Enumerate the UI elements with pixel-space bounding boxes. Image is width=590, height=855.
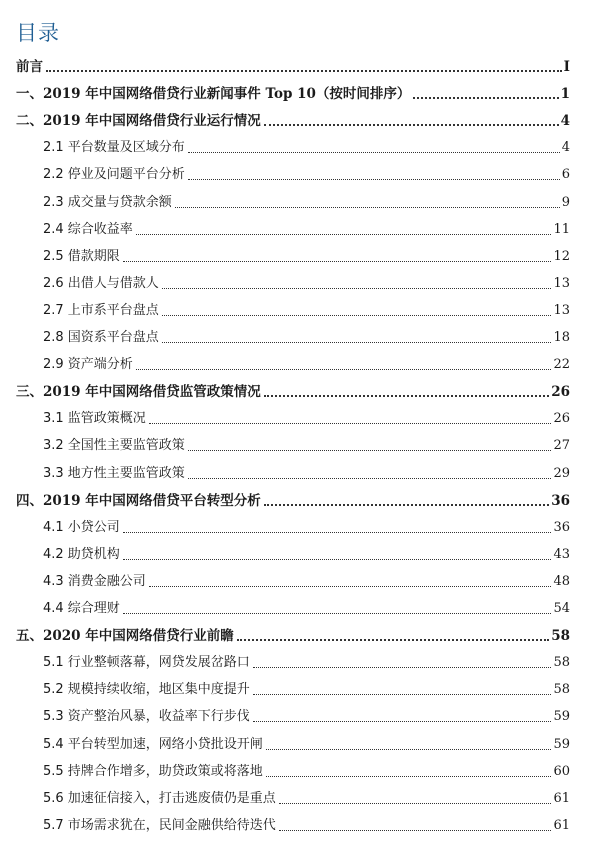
toc-page-number: 11 <box>553 221 570 237</box>
toc-page-number: 4 <box>561 140 570 156</box>
toc-entry-title: 5.6 加速征信接入，打击逃废债仍是重点 <box>43 790 276 806</box>
toc-entry-title: 3.1 监管政策概况 <box>43 411 146 427</box>
toc-entry-title: 2.8 国资系平台盘点 <box>43 330 159 345</box>
toc-dot-leader <box>266 776 552 777</box>
toc-entry-title: 五、2020 年中国网络借贷行业前瞻 <box>16 628 234 645</box>
toc-section-entry[interactable] <box>43 164 570 186</box>
toc-section-entry[interactable] <box>43 598 570 620</box>
toc-dot-leader <box>149 423 552 424</box>
toc-page-number: 60 <box>553 763 570 779</box>
toc-dot-leader <box>123 559 552 560</box>
toc-page-number: 48 <box>553 573 570 589</box>
toc-section-entry[interactable] <box>43 679 570 701</box>
toc-section-entry[interactable] <box>43 734 570 756</box>
toc-section-entry[interactable] <box>43 706 570 728</box>
toc-entry-title: 5.4 平台转型加速，网络小贷批设开闸 <box>43 736 263 752</box>
toc-dot-leader <box>413 97 558 99</box>
toc-section-entry[interactable] <box>43 246 570 268</box>
toc-dot-leader <box>162 315 552 316</box>
toc-dot-leader <box>162 288 552 289</box>
toc-page-number: 54 <box>553 601 570 616</box>
toc-chapter-entry[interactable] <box>16 490 570 512</box>
toc-page-number: 36 <box>551 492 570 509</box>
toc-page-number: 13 <box>553 275 570 291</box>
toc-entry-title: 四、2019 年中国网络借贷平台转型分析 <box>16 492 261 509</box>
toc-page-number: 36 <box>553 519 570 535</box>
toc-page-number: 59 <box>553 709 570 725</box>
toc-entry-title: 2.4 综合收益率 <box>43 221 133 237</box>
toc-page-number: 26 <box>553 411 570 427</box>
toc-entry-title: 5.3 资产整治风暴，收益率下行步伐 <box>43 709 250 725</box>
toc-page-number: 27 <box>553 438 570 454</box>
toc-section-entry[interactable] <box>43 408 570 430</box>
toc-entry-title: 4.4 综合理财 <box>43 601 120 616</box>
toc-section-entry[interactable] <box>43 219 570 241</box>
toc-page-number: 12 <box>553 248 570 264</box>
toc-dot-leader <box>266 749 552 750</box>
toc-page-number: 1 <box>560 86 570 103</box>
toc-entry-title: 2.6 出借人与借款人 <box>43 275 159 291</box>
toc-dot-leader <box>264 395 549 397</box>
toc-section-entry[interactable] <box>43 327 570 349</box>
toc-entry-title: 2.1 平台数量及区域分布 <box>43 140 185 156</box>
toc-entry-title: 2.7 上市系平台盘点 <box>43 302 159 318</box>
toc-page-number: 18 <box>553 330 570 345</box>
toc-section-entry[interactable] <box>43 435 570 457</box>
toc-entry-title: 5.7 市场需求犹在，民间金融供给待迭代 <box>43 817 276 833</box>
toc-section-entry[interactable] <box>43 517 570 539</box>
toc-dot-leader <box>123 532 552 533</box>
toc-entry-title: 2.2 停业及问题平台分析 <box>43 167 185 183</box>
toc-dot-leader <box>162 342 552 343</box>
toc-chapter-entry[interactable] <box>16 625 570 647</box>
toc-dot-leader <box>264 124 559 126</box>
toc-section-entry[interactable] <box>43 273 570 295</box>
toc-chapter-entry[interactable] <box>16 381 570 403</box>
toc-entry-title: 2.9 资产端分析 <box>43 357 133 373</box>
toc-section-entry[interactable] <box>43 788 570 810</box>
toc-section-entry[interactable] <box>43 571 570 593</box>
toc-dot-leader <box>188 152 560 153</box>
toc-page-number: 58 <box>551 628 570 645</box>
toc-entry-title: 5.2 规模持续收缩，地区集中度提升 <box>43 682 250 698</box>
toc-page-number: 58 <box>553 655 570 671</box>
toc-page-number: 61 <box>553 790 570 806</box>
toc-section-entry[interactable] <box>43 137 570 159</box>
toc-page-number: 58 <box>553 682 570 698</box>
toc-entry-title: 4.1 小贷公司 <box>43 519 120 535</box>
toc-dot-leader <box>149 586 552 587</box>
toc-page-number: 29 <box>553 465 570 481</box>
toc-entry-title: 2.3 成交量与贷款余额 <box>43 194 172 210</box>
toc-entry-title: 5.1 行业整顿落幕，网贷发展岔路口 <box>43 655 250 671</box>
toc-entry-title: 前言 <box>16 59 43 75</box>
toc-dot-leader <box>123 613 552 614</box>
toc-chapter-entry[interactable] <box>16 56 570 78</box>
toc-chapter-entry[interactable] <box>16 83 570 105</box>
toc-page-number: 6 <box>561 167 570 183</box>
toc-dot-leader <box>46 70 562 72</box>
toc-dot-leader <box>123 261 552 262</box>
toc-dot-leader <box>279 830 552 831</box>
toc-dot-leader <box>279 803 552 804</box>
toc-entry-title: 4.2 助贷机构 <box>43 546 120 562</box>
toc-entry-title: 二、2019 年中国网络借贷行业运行情况 <box>16 113 261 130</box>
toc-dot-leader <box>264 504 549 506</box>
toc-entry-title: 3.3 地方性主要监管政策 <box>43 465 185 481</box>
toc-dot-leader <box>237 639 549 641</box>
toc-page-number: 59 <box>553 736 570 752</box>
toc-entry-title: 2.5 借款期限 <box>43 248 120 264</box>
toc-dot-leader <box>188 179 560 180</box>
toc-page-number: 61 <box>553 817 570 833</box>
toc-section-entry[interactable] <box>43 300 570 322</box>
toc-dot-leader <box>253 667 552 668</box>
toc-chapter-entry[interactable] <box>16 110 570 132</box>
toc-page-number: 43 <box>553 546 570 562</box>
page-title: 目录 <box>16 21 60 45</box>
toc-entry-title: 4.3 消费金融公司 <box>43 573 146 589</box>
toc-entry-title: 5.5 持牌合作增多，助贷政策或将落地 <box>43 763 263 779</box>
toc-dot-leader <box>136 234 552 235</box>
toc-entry-title: 3.2 全国性主要监管政策 <box>43 438 185 454</box>
toc-page-number: 9 <box>561 194 570 210</box>
toc-page-number: 4 <box>560 113 570 130</box>
toc-section-entry[interactable] <box>43 354 570 376</box>
toc-entry-title: 三、2019 年中国网络借贷监管政策情况 <box>16 384 261 401</box>
toc-page-number: 26 <box>551 384 570 401</box>
toc-page-number: 13 <box>553 302 570 318</box>
toc-dot-leader <box>188 478 552 479</box>
toc-dot-leader <box>253 721 552 722</box>
toc-dot-leader <box>175 207 560 208</box>
toc-section-entry[interactable] <box>43 761 570 783</box>
toc-section-entry[interactable] <box>43 815 570 837</box>
toc-section-entry[interactable] <box>43 652 570 674</box>
toc-section-entry[interactable] <box>43 463 570 485</box>
toc-page-number: I <box>563 59 570 75</box>
toc-dot-leader <box>136 369 552 370</box>
toc-section-entry[interactable] <box>43 192 570 214</box>
toc-dot-leader <box>253 694 552 695</box>
toc-section-entry[interactable] <box>43 544 570 566</box>
toc-dot-leader <box>188 450 552 451</box>
toc-entry-title: 一、2019 年中国网络借贷行业新闻事件 Top 10（按时间排序） <box>16 86 411 103</box>
toc-page-number: 22 <box>553 357 570 373</box>
